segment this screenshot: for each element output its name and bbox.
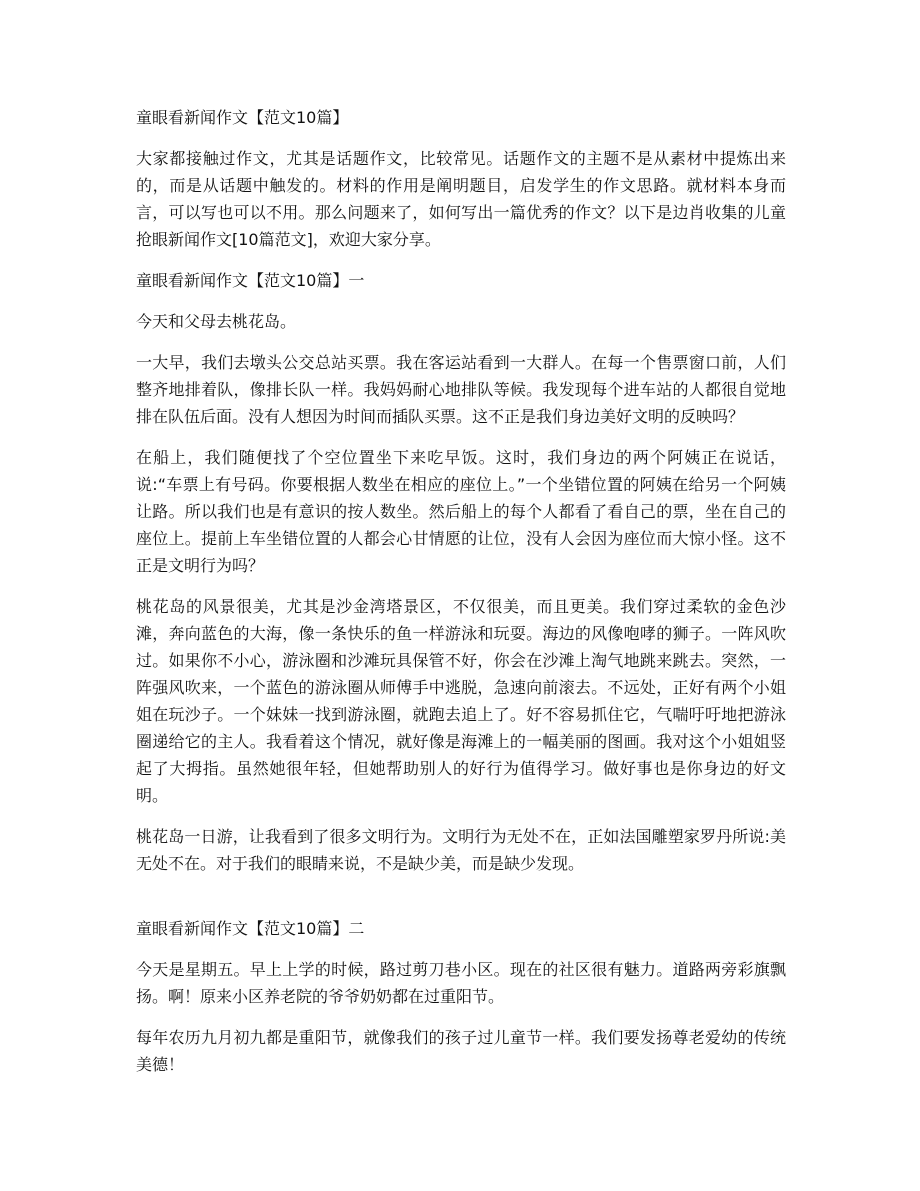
section-2-heading: 童眼看新闻作文【范文10篇】二 — [136, 919, 365, 938]
section-2-paragraph: 每年农历九月初九都是重阳节，就像我们的孩子过儿童节一样。我们要发扬尊老爱幼的传统美德！ — [136, 1028, 786, 1074]
intro-paragraph: 大家都接触过作文，尤其是话题作文，比较常见。话题作文的主题不是从素材中提炼出来的，而是从话题中触发的。材料的作用是阐明题目，启发学生的作文思路。就材料本身而言，可以写也可以不用。那么问题来了，如何写出一篇优秀的作文？以下是边肖收集的儿童抢眼新闻作文[10篇范文]，欢迎大家分享。 — [136, 149, 786, 249]
document-title: 童眼看新闻作文【范文10篇】 — [136, 108, 349, 127]
document-body — [136, 104, 786, 1078]
section-1-paragraph: 一大早，我们去墩头公交总站买票。我在客运站看到一大群人。在每一个售票窗口前，人们整齐地排着队，像排长队一样。我妈妈耐心地排队等候。我发现每个进车站的人都很自觉地排在队伍后面。没有人想因为时间而插队买票。这不正是我们身边美好文明的反映吗？ — [136, 353, 786, 426]
section-2-paragraph: 今天是星期五。早上上学的时候，路过剪刀巷小区。现在的社区很有魅力。道路两旁彩旗飘扬。啊！原来小区养老院的爷爷奶奶都在过重阳节。 — [136, 960, 786, 1006]
section-1-paragraph: 今天和父母去桃花岛。 — [136, 312, 297, 331]
section-1-paragraph: 在船上，我们随便找了个空位置坐下来吃早饭。这时，我们身边的两个阿姨正在说话，说:“车票上有号码。你要根据人数坐在相应的座位上。”一个坐错位置的阿姨在给另一个阿姨让路。所以我们也是有意识的按人数坐。然后船上的每个人都看了看自己的票，坐在自己的座位上。提前上车坐错位置的人都会心甘情愿的让位，没有人会因为座位而大惊小怪。这不正是文明行为吗？ — [136, 448, 786, 575]
section-1-paragraph: 桃花岛一日游，让我看到了很多文明行为。文明行为无处不在，正如法国雕塑家罗丹所说:美无处不在。对于我们的眼睛来说，不是缺少美，而是缺少发现。 — [136, 827, 786, 873]
section-1-paragraph: 桃花岛的风景很美，尤其是沙金湾塔景区，不仅很美，而且更美。我们穿过柔软的金色沙滩，奔向蓝色的大海，像一条快乐的鱼一样游泳和玩耍。海边的风像咆哮的狮子。一阵风吹过。如果你不小心，游泳圈和沙滩玩具保管不好，你会在沙滩上淘气地跳来跳去。突然，一阵强风吹来，一个蓝色的游泳圈从师傅手中逃脱，急速向前滚去。不远处，正好有两个小姐姐在玩沙子。一个妹妹一找到游泳圈，就跑去追上了。好不容易抓住它，气喘吁吁地把游泳圈递给它的主人。我看着这个情况，就好像是海滩上的一幅美丽的图画。我对这个小姐姐竖起了大拇指。虽然她很年轻，但她帮助别人的好行为值得学习。做好事也是你身边的好文明。 — [136, 597, 786, 805]
section-1-heading: 童眼看新闻作文【范文10篇】一 — [136, 271, 365, 290]
